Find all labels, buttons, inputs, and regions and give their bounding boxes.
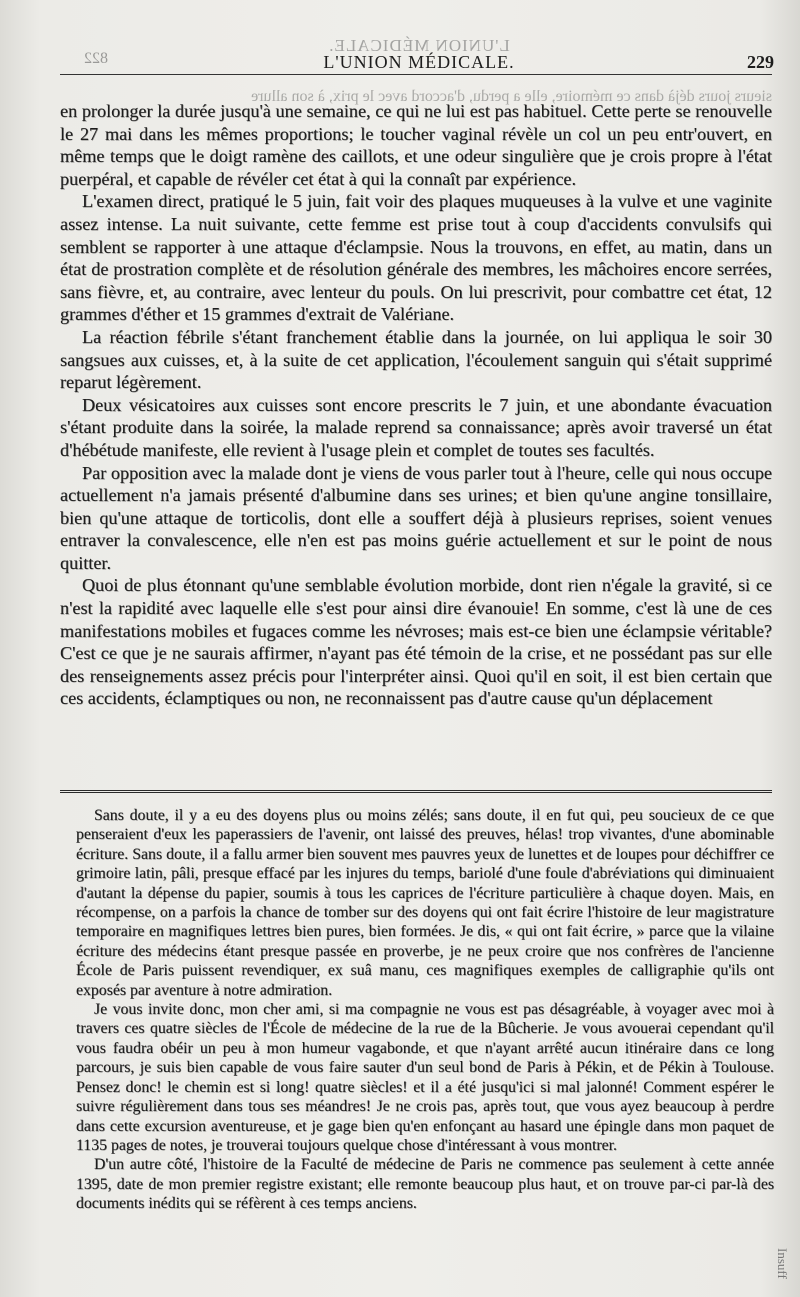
- bleed-through-page-number: 822: [84, 50, 108, 67]
- article-paragraph: La réaction fébrile s'étant franchement établie dans la journée, on lui appliqua le soir 30 sangsues aux cuisses, et, à la suite de cet application, l'écoulement sanguin qui s'était supprimé reparut légèrement.: [60, 326, 772, 393]
- feuilleton-separator: [60, 790, 772, 793]
- article-paragraph: L'examen direct, pratiqué le 5 juin, fait voir des plaques muqueuses à la vulve et une vaginite assez intense. La nuit suivante, cette femme est prise tout à coup d'accidents convulsifs qui semblent se rapporter à une attaque d'éclampsie. Nous la trouvons, en effet, au matin, dans un état de prostration complète et de résolution générale des membres, les mâchoires encore serrées, sans fièvre, et, au contraire, avec lenteur du pouls. On lui prescrivit, pour combattre cet état, 12 grammes d'éther et 15 grammes d'extrait de Valériane.: [60, 191, 772, 325]
- margin-stamp: [770, 1248, 794, 1292]
- header-rule: [60, 74, 772, 75]
- article-paragraph: en prolonger la durée jusqu'à une semaine, ce qui ne lui est pas habituel. Cette perte se renouvelle le 27 mai dans les mêmes proportions; le toucher vaginal révèle un col un peu entr'ouvert, en même temps que le doigt ramène des caillots, et une odeur singulière que je crois propre à l'état puerpéral, et capable de révéler cet état à qui la connaît par expérience.: [60, 101, 772, 189]
- page-number: 229: [747, 52, 774, 72]
- feuilleton-column: [76, 806, 774, 1214]
- article-paragraph: Deux vésicatoires aux cuisses sont encore prescrits le 7 juin, et une abondante évacuation s'étant produite dans la soirée, la malade reprend sa connaissance; après avoir traversé un état d'hébétude manifeste, elle revient à l'usage plein et complet de toutes ses facultés.: [60, 394, 772, 460]
- article-paragraph: Quoi de plus étonnant qu'une semblable évolution morbide, dont rien n'égale la gravité, si ce n'est la rapidité avec laquelle elle s'est pour ainsi dire évanouie! En somme, c'est là une de ces manifestations mobiles et fugaces comme les névroses; mais est-ce bien une éclampsie véritable? C'est ce que je ne saurais affirmer, n'ayant pas été témoin de la crise, et ne possédant pas sur elle des renseignements assez précis pour l'interpréter ainsi. Quoi qu'il en soit, il est bien certain que ces accidents, éclamptiques ou non, ne reconnaissent pas d'autre cause qu'un déplacement: [60, 575, 772, 709]
- journal-title: L'UNION MÉDICALE.: [323, 52, 515, 72]
- bleed-through-line: sieurs jours déjà dans ce mémoire, elle a perdu, d'accord avec le prix, à son allure: [251, 88, 772, 105]
- feuilleton-paragraph: Sans doute, il y a eu des doyens plus ou moins zélés; sans doute, il en fut qui, peu soucieux de ce que penseraient d'eux les paperassiers de l'avenir, ont laissé des preuves, hélas! trop vivantes, d'une abominable écriture. Sans doute, il a fallu armer bien souvent mes pauvres yeux de lunettes et de loupes pour déchiffrer ce grimoire latin, pâli, presque effacé par les injures du temps, bariolé d'une foule d'abréviations qui diminuaient d'autant la dépense du papier, soumis à tous les caprices de l'écriture particulière à chaque doyen. Mais, en récompense, on a parfois la chance de tomber sur des doyens qui ont fait écrire l'histoire de leur magistrature temporaire en magnifiques lettres bien pures, bien formées. Je dis, « qui ont fait écrire, » parce que la vilaine écriture des médecins étant presque passée en proverbe, je ne peux croire que nos confrères de l'ancienne École de Paris puissent revendiquer, ex suâ manu, ces magnifiques exemples de calligraphie qu'ils ont exposés par aventure à notre admiration.: [76, 807, 774, 999]
- bleed-through-title: L'UNION MÉDICALE.: [328, 36, 510, 55]
- feuilleton-paragraph: Je vous invite donc, mon cher ami, si ma compagnie ne vous est pas désagréable, à voyager avec moi à travers ces quatre siècles de l'École de médecine de la rue de la Bûcherie. Je vous avouerai cependant qu'il vous faudra obéir un peu à mon humeur vagabonde, et que n'ayant arrêté aucun itinéraire dans ce long parcours, je suis bien capable de vous faire sauter d'un seul bond de Paris à Pékin, et de Pékin à Toulouse. Pensez donc! le chemin est si long! quatre siècles! et il a été jusqu'ici si mal jalonné! Comment espérer le suivre régulièrement dans tous ses méandres! Je ne crois pas, après tout, que vous ayez beaucoup à perdre dans cette excursion aventureuse, et je gage bien qu'en enfonçant au hasard une épingle dans mon paquet de 1135 pages de notes, je trouverai toujours quelque chose d'intéressant à vous montrer.: [76, 1001, 774, 1154]
- running-head: [64, 36, 774, 74]
- feuilleton-paragraph: D'un autre côté, l'histoire de la Faculté de médecine de Paris ne commence pas seulement à cette année 1395, date de mon premier registre existant; elle remonte beaucoup plus haut, et on trouve par-ci par-là des documents inédits qui se réfèrent à ces temps anciens.: [76, 1156, 774, 1213]
- main-article: [60, 100, 772, 710]
- margin-stamp-text: Insuff: [775, 1248, 790, 1279]
- article-paragraph: Par opposition avec la malade dont je viens de vous parler tout à l'heure, celle qui nous occupe actuellement n'a jamais présenté d'albumine dans ses urines; et bien qu'une angine tonsillaire, bien qu'une attaque de torticolis, dont elle a souffert déjà à plusieurs reprises, soient venues entraver la convalescence, elle n'en est pas moins guérie actuellement et sur le point de nous quitter.: [60, 462, 772, 573]
